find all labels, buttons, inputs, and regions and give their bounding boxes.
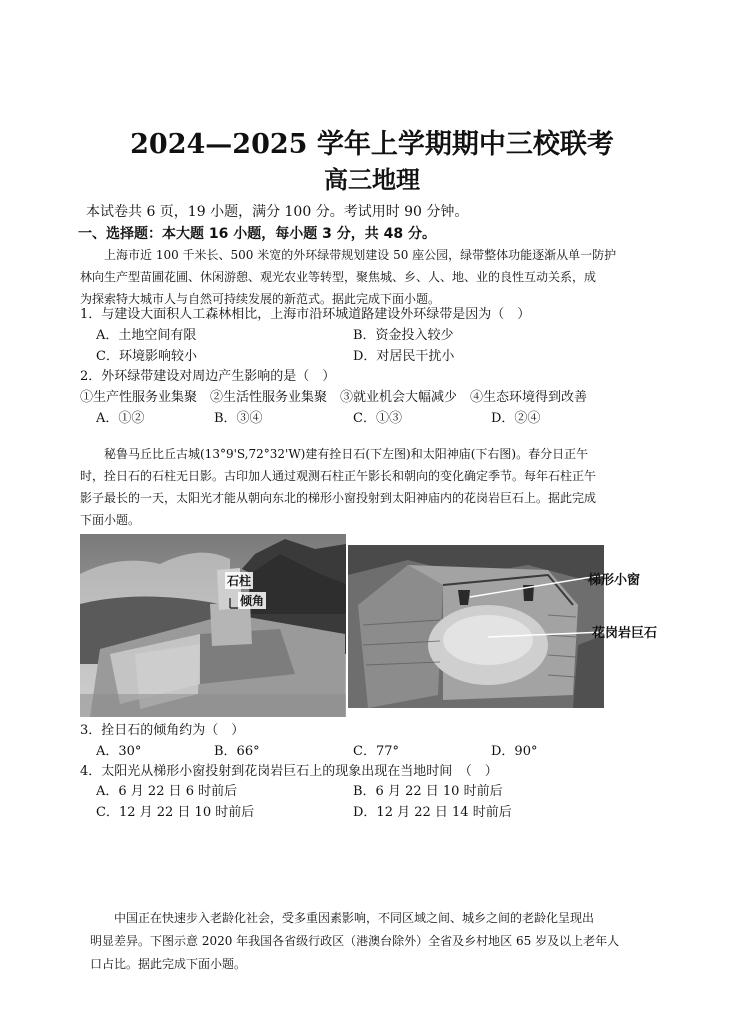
passage-line: 为探索特大城市人与自然可持续发展的新范式。据此完成下面小题。 — [80, 292, 441, 306]
question-stem: 1．与建设大面积人工森林相比，上海市沿环城道路建设外环绿带是因为（ ） — [80, 307, 531, 322]
passage-line: 时，拴日石的石柱无日影。古印加人通过观测石柱正午影长和朝向的变化确定季节。每年石柱正午 — [80, 469, 597, 483]
option-d: D．12 月 22 日 14 时前后 — [353, 805, 512, 820]
question-stem: 4．太阳光从梯形小窗投射到花岗岩巨石上的现象出现在当地时间 （ ） — [80, 764, 498, 779]
sun-temple-photo — [348, 545, 604, 708]
option-d: D．90° — [491, 744, 538, 759]
exam-intro: 本试卷共 6 页，19 小题，满分 100 分。考试用时 90 分钟。 — [86, 204, 469, 220]
label-granite-rock: 花岗岩巨石 — [592, 626, 658, 641]
passage-line: 下面小题。 — [80, 513, 141, 527]
label-angle: 倾角 — [240, 594, 265, 608]
option-a: A．6 月 22 日 6 时前后 — [96, 784, 238, 799]
question-stem: 3．拴日石的倾角约为（ ） — [80, 723, 245, 738]
passage-line: 林向生产型苗圃花圃、休闲游憩、观光农业等转型，聚焦城、乡、人、地、业的良性互动关系，成 — [80, 270, 597, 284]
sun-temple-illustration — [348, 545, 604, 708]
question-stem: 2．外环绿带建设对周边产生影响的是（ ） — [80, 369, 336, 384]
option-c: C．①③ — [353, 411, 402, 426]
passage-line: 中国正在快速步入老龄化社会，受多重因素影响，不同区域之间、城乡之间的老龄化呈现出 — [114, 911, 595, 925]
option-b: B．资金投入较少 — [353, 328, 454, 343]
intihuatana-photo — [80, 534, 346, 717]
passage-line: 秘鲁马丘比丘古城(13°9'S,72°32'W)建有拴日石(下左图)和太阳神庙(下右图)。春分日正午 — [104, 447, 589, 461]
option-c: C．12 月 22 日 10 时前后 — [96, 805, 255, 820]
option-d: D．②④ — [491, 411, 541, 426]
passage-line: 上海市近 100 千米长、500 米宽的外环绿带规划建设 50 座公园，绿带整体功能逐渐从单一防护 — [104, 248, 617, 262]
label-pillar: 石柱 — [227, 574, 252, 588]
option-b: B．③④ — [214, 411, 263, 426]
passage-line: 明显差异。下图示意 2020 年我国各省级行政区（港澳台除外）全省及乡村地区 65 岁及以上老年人 — [90, 934, 620, 948]
option-a: A．①② — [96, 411, 145, 426]
option-a: A．30° — [96, 744, 142, 759]
option-b: B．66° — [214, 744, 260, 759]
passage-line: 口占比。据此完成下面小题。 — [90, 957, 247, 971]
option-a: A．土地空间有限 — [96, 328, 197, 343]
question-items: ①生产性服务业集聚 ②生活性服务业集聚 ③就业机会大幅减少 ④生态环境得到改善 — [80, 390, 588, 405]
option-b: B．6 月 22 日 10 时前后 — [353, 784, 503, 799]
option-d: D．对居民干扰小 — [353, 349, 455, 364]
exam-title: 2024—2025 学年上学期期中三校联考 — [130, 129, 614, 160]
option-c: C．环境影响较小 — [96, 349, 197, 364]
exam-subtitle: 高三地理 — [324, 166, 420, 194]
passage-line: 影子最长的一天，太阳光才能从朝向东北的梯形小窗投射到太阳神庙内的花岗岩巨石上。据此完成 — [80, 491, 597, 505]
intihuatana-illustration — [80, 534, 346, 717]
label-trapezoid-window: 梯形小窗 — [588, 573, 641, 588]
option-c: C．77° — [353, 744, 399, 759]
section-heading: 一、选择题：本大题 16 小题，每小题 3 分，共 48 分。 — [78, 226, 436, 242]
